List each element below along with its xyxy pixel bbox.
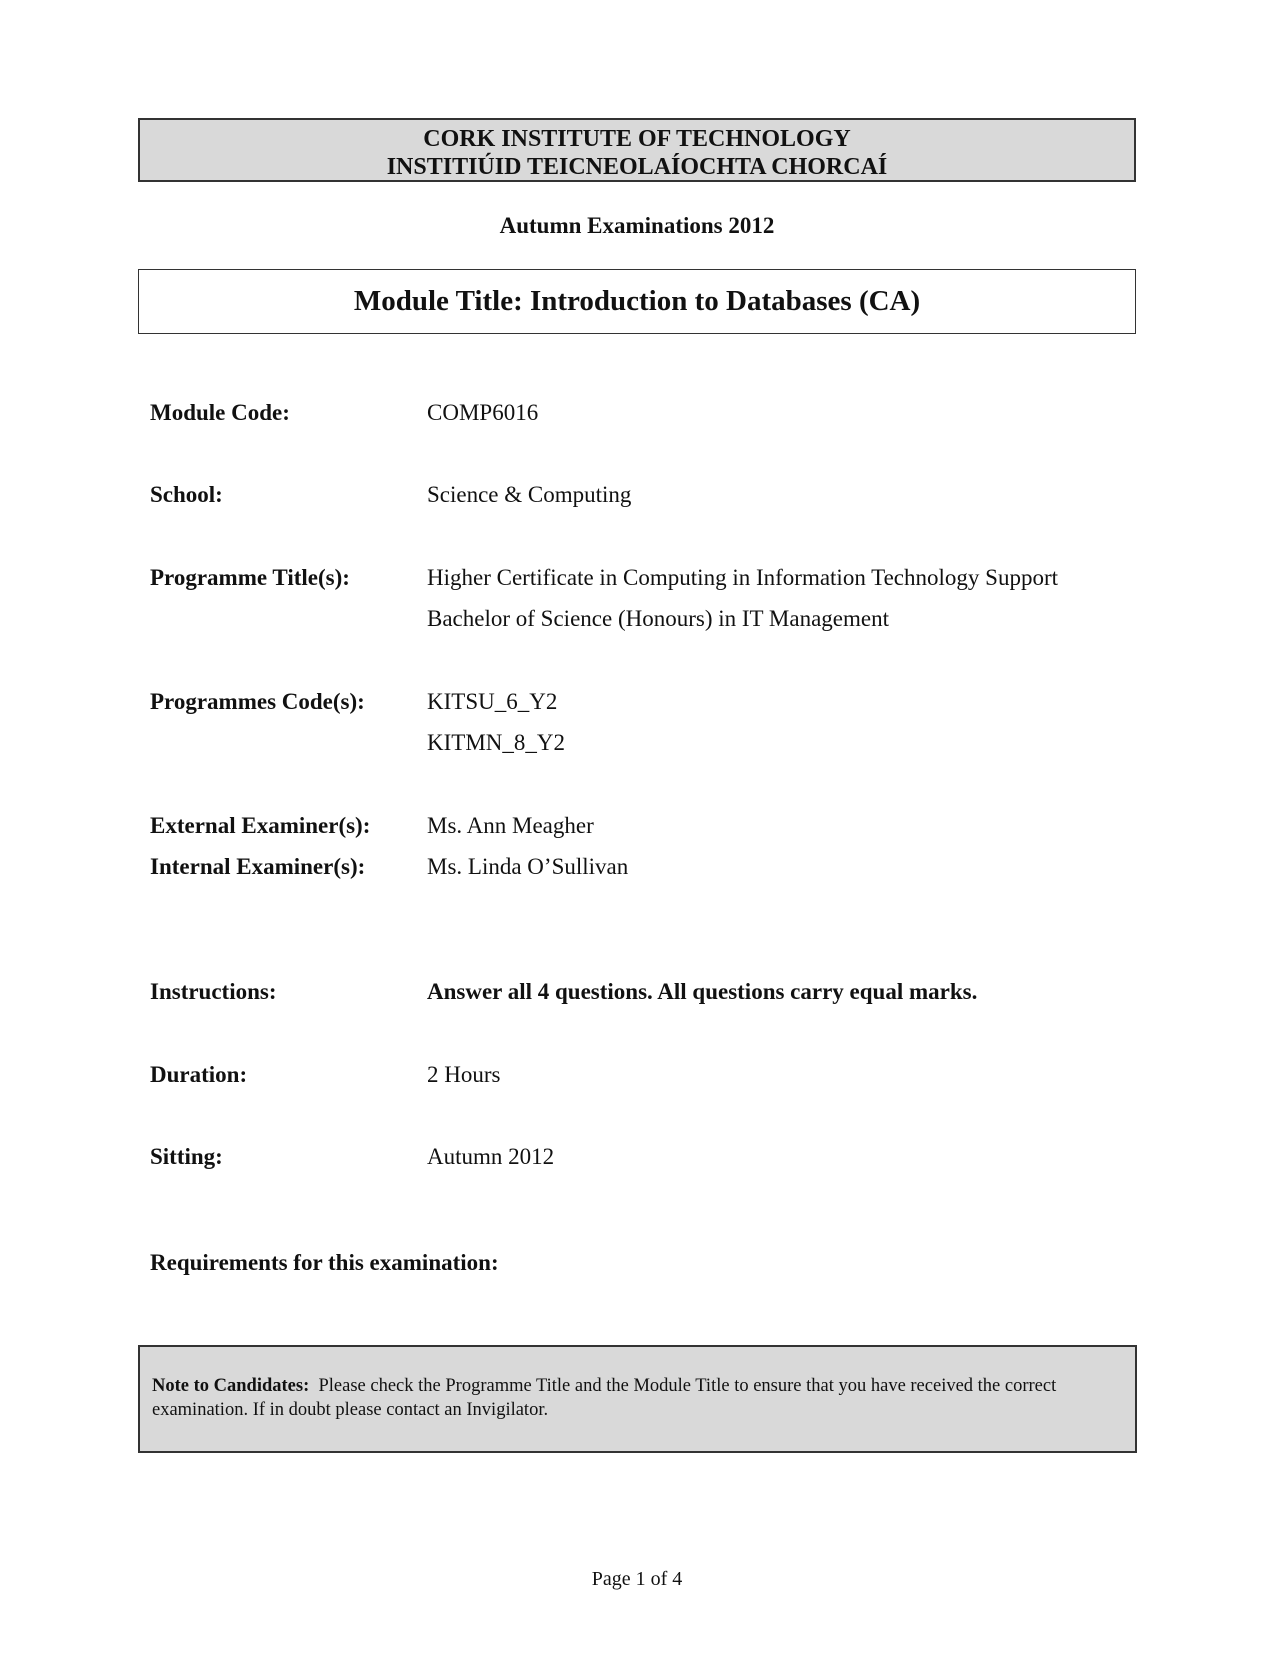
module-code-label: Module Code: — [150, 400, 290, 425]
external-examiners-label: External Examiner(s): — [150, 813, 371, 838]
programme-code-1: KITSU_6_Y2 — [427, 689, 558, 714]
instructions-value: Answer all 4 questions. All questions carry equal marks. — [427, 979, 978, 1004]
institution-header — [138, 118, 1136, 182]
internal-examiners-value: Ms. Linda O’Sullivan — [427, 854, 629, 879]
module-code-value: COMP6016 — [427, 400, 539, 425]
module-title: Module Title: Introduction to Databases (CA) — [353, 285, 921, 317]
programme-codes-label: Programmes Code(s): — [150, 689, 365, 714]
duration-value: 2 Hours — [427, 1062, 501, 1087]
school-label: School: — [150, 482, 223, 507]
internal-examiners-label: Internal Examiner(s): — [150, 854, 366, 879]
programme-title-2: Bachelor of Science (Honours) in IT Management — [427, 606, 889, 631]
institution-name-irish: INSTITIÚID TEICNEOLAÍOCHTA CHORCAÍ — [386, 154, 888, 180]
exam-session-title: Autumn Examinations 2012 — [499, 213, 775, 238]
module-title-box — [138, 269, 1136, 334]
institution-name-english: CORK INSTITUTE OF TECHNOLOGY — [423, 126, 851, 152]
school-value: Science & Computing — [427, 482, 632, 507]
note-label: Note to Candidates: — [152, 1376, 310, 1396]
page-number: Page 1 of 4 — [591, 1568, 683, 1590]
sitting-value: Autumn 2012 — [427, 1144, 555, 1169]
note-text: Please check the Programme Title and the Module Title to ensure that you have received the correct examination. If in doubt please contact an Invigilator. — [152, 1376, 1057, 1420]
programme-codes-values — [427, 681, 565, 763]
programme-titles-values — [427, 557, 1058, 639]
instructions-label: Instructions: — [150, 979, 277, 1004]
programme-title-1: Higher Certificate in Computing in Information Technology Support — [427, 565, 1058, 590]
duration-label: Duration: — [150, 1062, 248, 1087]
requirements-label: Requirements for this examination: — [150, 1250, 499, 1275]
note-to-candidates — [138, 1345, 1137, 1453]
programme-titles-label: Programme Title(s): — [150, 565, 350, 590]
external-examiners-value: Ms. Ann Meagher — [427, 813, 594, 838]
sitting-label: Sitting: — [150, 1144, 223, 1169]
programme-code-2: KITMN_8_Y2 — [427, 730, 565, 755]
